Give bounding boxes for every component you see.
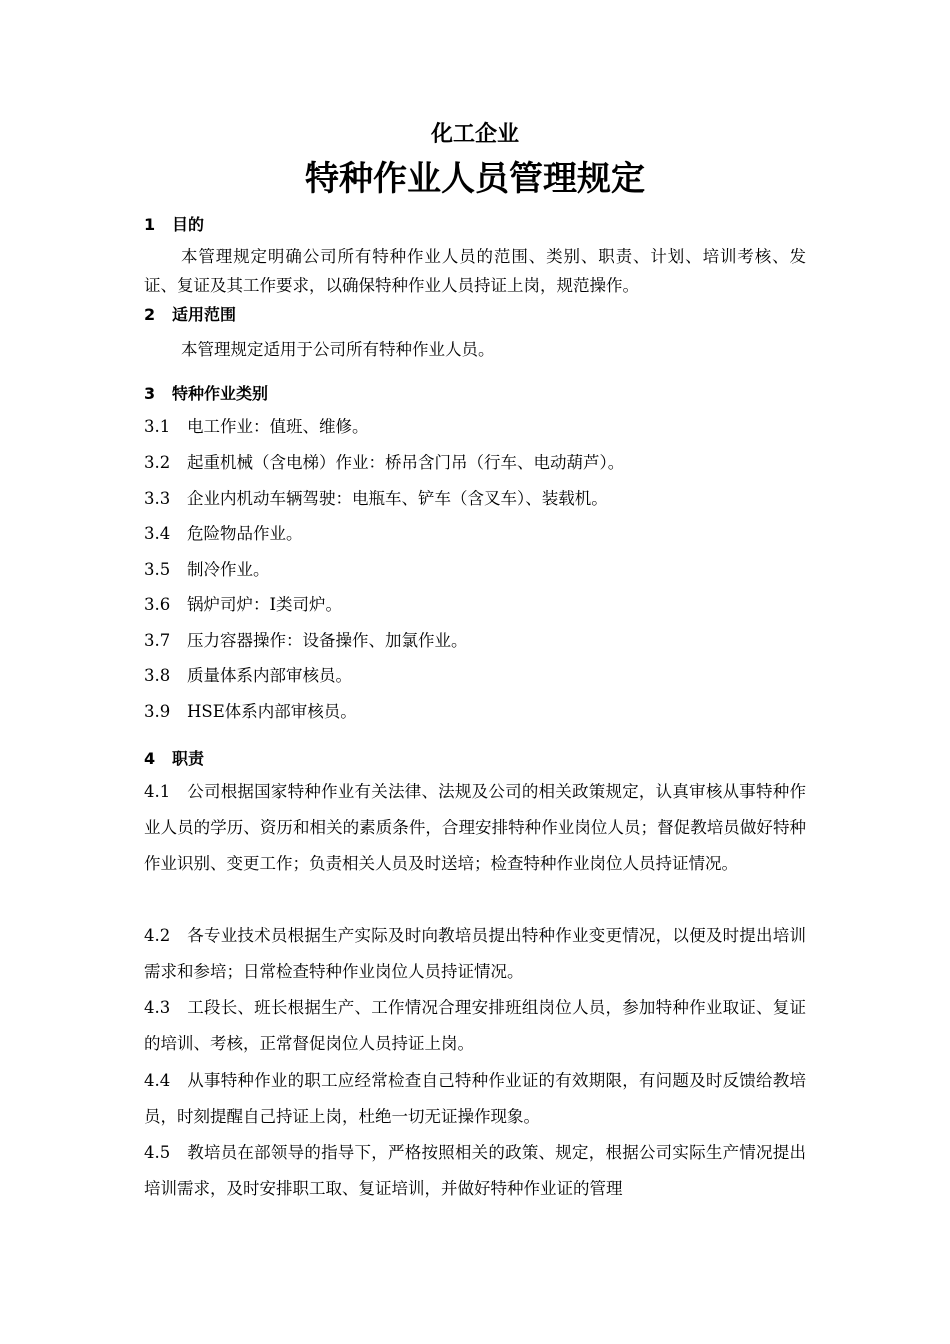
item-text: 各专业技术员根据生产实际及时向教培员提出特种作业变更情况，以便及时提出培训需求和参培；日常检查特种作业岗位人员持证情况。 bbox=[144, 926, 806, 981]
list-item bbox=[144, 990, 806, 1062]
section-heading-responsibilities bbox=[144, 747, 204, 771]
item-number: 4.3 bbox=[144, 998, 171, 1017]
section-paragraph-purpose: 本管理规定明确公司所有特种作业人员的范围、类别、职责、计划、培训考核、发证、复证及其工作要求，以确保特种作业人员持证上岗，规范操作。 bbox=[144, 247, 806, 295]
section-title: 特种作业类别 bbox=[172, 384, 269, 403]
section-number: 4 bbox=[144, 749, 156, 768]
list-item bbox=[144, 1135, 806, 1207]
item-text: 企业内机动车辆驾驶：电瓶车、铲车（含叉车）、装载机。 bbox=[187, 489, 608, 508]
item-number: 3.6 bbox=[144, 595, 171, 614]
section-number: 3 bbox=[144, 384, 156, 403]
item-number: 3.5 bbox=[144, 560, 171, 579]
list-item bbox=[144, 516, 806, 552]
section-title: 目的 bbox=[172, 215, 205, 234]
item-number: 3.7 bbox=[144, 631, 171, 650]
item-number: 3.4 bbox=[144, 524, 171, 543]
section-title: 职责 bbox=[172, 749, 205, 768]
item-number: 4.5 bbox=[144, 1143, 171, 1162]
item-text: 公司根据国家特种作业有关法律、法规及公司的相关政策规定，认真审核从事特种作业人员的学历、资历和相关的素质条件，合理安排特种作业岗位人员；督促教培员做好特种作业识别、变更工作；负责相关人员及时送培；检查特种作业岗位人员持证情况。 bbox=[144, 782, 806, 873]
list-item bbox=[144, 445, 806, 481]
list-item bbox=[144, 774, 806, 882]
item-text: 制冷作业。 bbox=[187, 560, 270, 579]
list-item bbox=[144, 587, 806, 623]
section-heading-scope bbox=[144, 303, 236, 327]
list-item bbox=[144, 918, 806, 990]
list-item bbox=[144, 1063, 806, 1135]
item-text: 危险物品作业。 bbox=[187, 524, 303, 543]
item-text: 电工作业：值班、维修。 bbox=[187, 417, 369, 436]
list-item bbox=[144, 409, 806, 445]
item-number: 4.1 bbox=[144, 782, 171, 801]
item-number: 4.4 bbox=[144, 1071, 171, 1090]
section-number: 1 bbox=[144, 215, 156, 234]
document-title: 特种作业人员管理规定 bbox=[305, 159, 645, 199]
list-item bbox=[144, 694, 806, 730]
item-text: 工段长、班长根据生产、工作情况合理安排班组岗位人员，参加特种作业取证、复证的培训、考核，正常督促岗位人员持证上岗。 bbox=[144, 998, 806, 1053]
section-paragraph-scope: 本管理规定适用于公司所有特种作业人员。 bbox=[181, 340, 495, 359]
section-number: 2 bbox=[144, 305, 156, 324]
item-text: HSE体系内部审核员。 bbox=[187, 702, 357, 721]
item-text: 教培员在部领导的指导下，严格按照相关的政策、规定，根据公司实际生产情况提出培训需求，及时安排职工取、复证培训，并做好特种作业证的管理 bbox=[144, 1143, 806, 1198]
item-number: 3.1 bbox=[144, 417, 171, 436]
item-number: 3.8 bbox=[144, 666, 171, 685]
item-number: 4.2 bbox=[144, 926, 171, 945]
document-subtitle: 化工企业 bbox=[430, 122, 519, 147]
list-item bbox=[144, 552, 806, 588]
item-text: 从事特种作业的职工应经常检查自己特种作业证的有效期限，有问题及时反馈给教培员，时刻提醒自己持证上岗，杜绝一切无证操作现象。 bbox=[144, 1071, 806, 1126]
item-number: 3.2 bbox=[144, 453, 171, 472]
section-heading-purpose bbox=[144, 213, 204, 237]
item-number: 3.3 bbox=[144, 489, 171, 508]
section-title: 适用范围 bbox=[172, 305, 237, 324]
list-item bbox=[144, 658, 806, 694]
item-number: 3.9 bbox=[144, 702, 171, 721]
list-item bbox=[144, 481, 806, 517]
item-text: 质量体系内部审核员。 bbox=[187, 666, 352, 685]
item-text: 起重机械（含电梯）作业：桥吊含门吊（行车、电动葫芦）。 bbox=[187, 453, 625, 472]
item-text: 锅炉司炉：Ⅰ类司炉。 bbox=[187, 595, 343, 614]
list-item bbox=[144, 623, 806, 659]
section-heading-categories bbox=[144, 382, 268, 406]
item-text: 压力容器操作：设备操作、加氯作业。 bbox=[187, 631, 468, 650]
